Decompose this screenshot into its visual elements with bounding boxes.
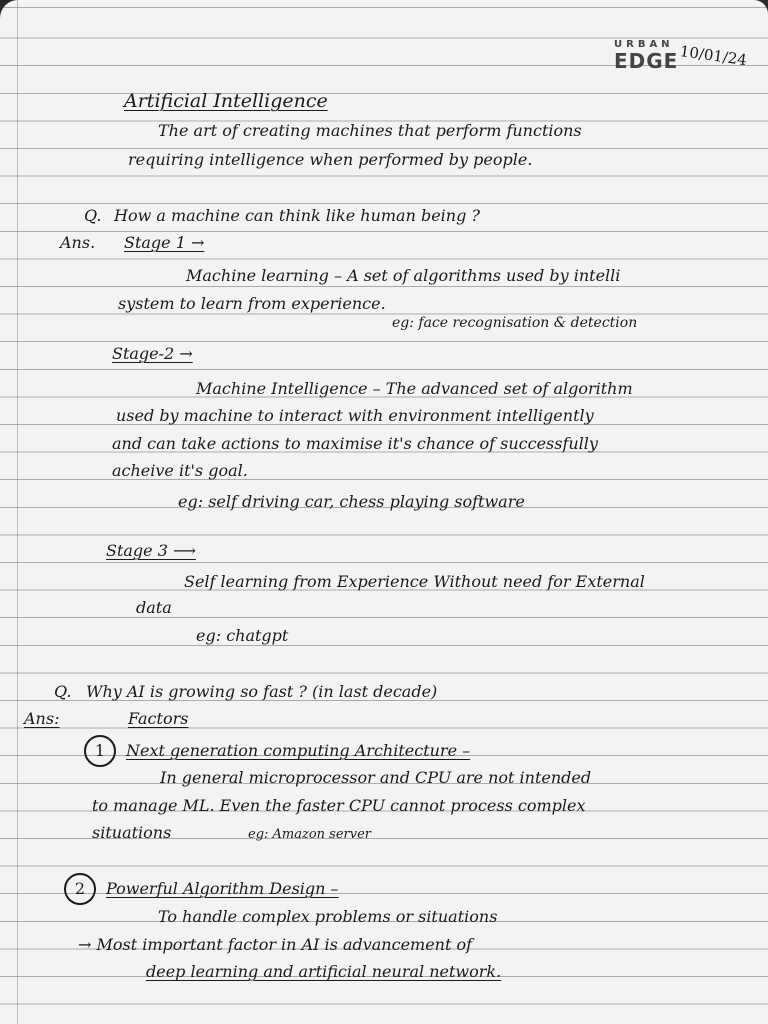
stage3-line-1: Self learning from Experience Without need for External (184, 572, 645, 591)
brand-top: URBAN (614, 39, 674, 50)
factor1-line-1: In general microprocessor and CPU are not intended (160, 768, 592, 787)
stage1-heading: Stage 1 → (124, 233, 205, 252)
stage2-line-3: and can take actions to maximise it's chance of successfully (112, 434, 598, 453)
factor2-line-1: To handle complex problems or situations (158, 907, 498, 926)
factor1-line-3: situations (92, 823, 172, 842)
factor2-title: Powerful Algorithm Design – (106, 879, 339, 898)
factor2-title-row (64, 873, 339, 905)
factor1-line-2: to manage ML. Even the faster CPU cannot process complex (92, 796, 586, 815)
stage1-example: eg: face recognisation & detection (392, 315, 638, 331)
stage2-line-4: acheive it's goal. (112, 461, 248, 480)
q1-answer-label: Ans. (60, 233, 96, 252)
q1-question: How a machine can think like human being ? (114, 206, 481, 225)
margin-line (17, 0, 18, 1024)
factor2-number: 2 (64, 873, 96, 905)
stage3-line-2: data (136, 598, 172, 617)
stage3-heading: Stage 3 ⟶ (106, 541, 196, 560)
definition-line-1: The art of creating machines that perform functions (158, 121, 582, 140)
q1-label: Q. (84, 206, 102, 225)
q2-question: Why AI is growing so fast ? (in last decade) (86, 682, 438, 701)
factor1-example: eg: Amazon server (248, 827, 372, 842)
stage1-line-2: system to learn from experience. (118, 294, 386, 313)
q2-answer-label: Ans: (24, 709, 60, 728)
factor2-line-2: → Most important factor in AI is advancement of (78, 935, 473, 954)
factor1-title-row (84, 735, 470, 767)
page-title: Artificial Intelligence (124, 90, 328, 112)
factor2-line-3: deep learning and artificial neural network. (146, 962, 502, 981)
notebook-brand-logo (614, 40, 678, 71)
definition-line-2: requiring intelligence when performed by people. (128, 150, 533, 169)
stage2-line-2: used by machine to interact with environment intelligently (116, 406, 594, 425)
stage2-example: eg: self driving car, chess playing software (178, 492, 525, 511)
stage2-line-1: Machine Intelligence – The advanced set of algorithm (196, 379, 633, 398)
factor1-title: Next generation computing Architecture – (126, 741, 471, 760)
stage1-line-1: Machine learning – A set of algorithms used by intelli (186, 266, 621, 285)
stage3-example: eg: chatgpt (196, 626, 289, 645)
factors-heading: Factors (128, 709, 189, 728)
stage2-heading: Stage-2 → (112, 344, 193, 363)
q2-label: Q. (54, 682, 72, 701)
factor1-number: 1 (84, 735, 116, 767)
date: 10/01/24 (678, 42, 748, 70)
brand-name: EDGE (614, 49, 679, 73)
